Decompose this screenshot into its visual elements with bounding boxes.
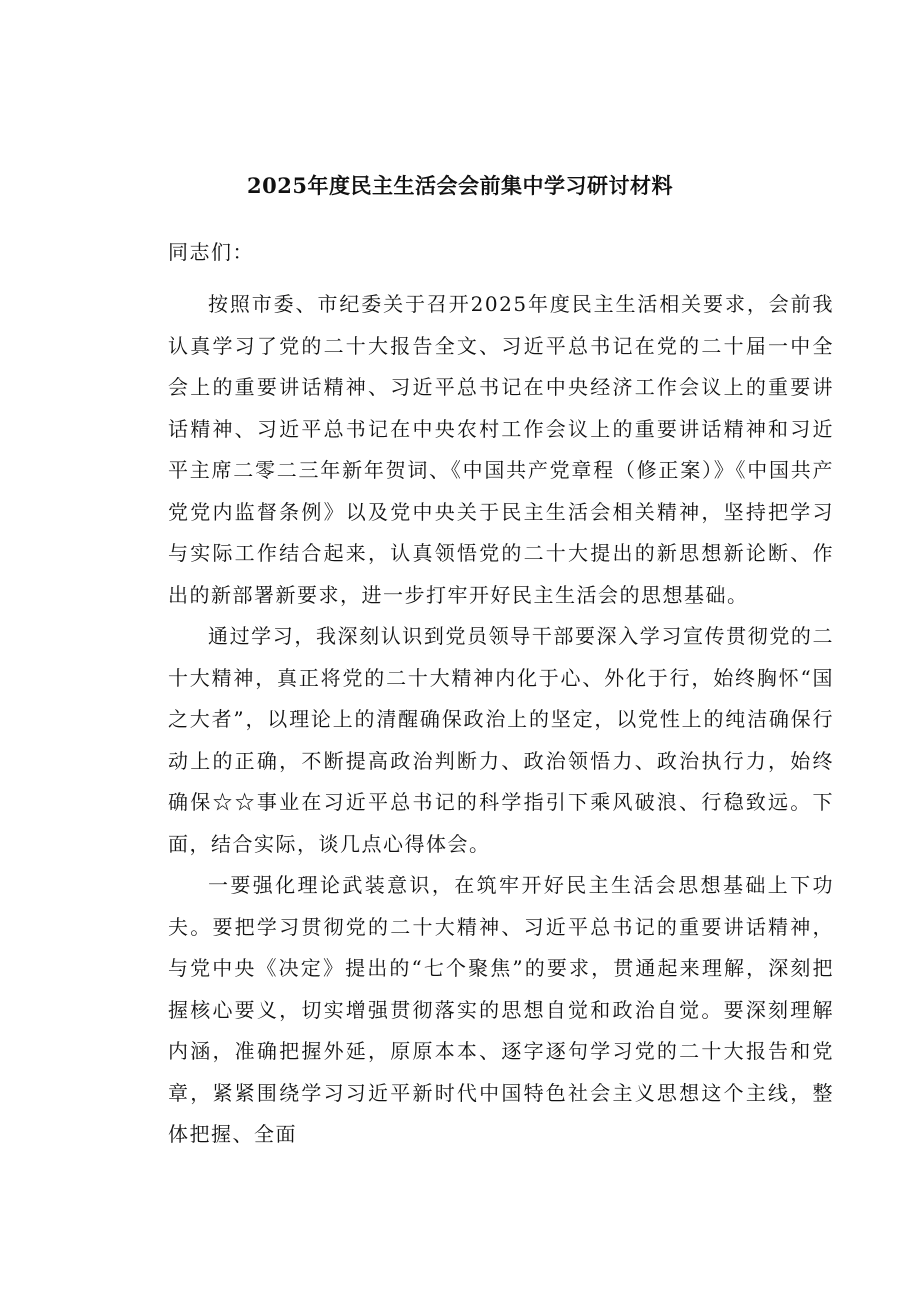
document-body	[168, 224, 834, 1156]
paragraph-1: 按照市委、市纪委关于召开2025年度民主生活相关要求，会前我认真学习了党的二十大报告全文、习近平总书记在党的二十届一中全会上的重要讲话精神、习近平总书记在中央经济工作会议上的重要讲话精神、习近平总书记在中央农村工作会议上的重要讲话精神和习近平主席二零二三年新年贺词、《中国共产党章程（修正案）》《中国共产党党内监督条例》以及党中央关于民主生活会相关精神，坚持把学习与实际工作结合起来，认真领悟党的二十大提出的新思想新论断、作出的新部署新要求，进一步打牢开好民主生活会的思想基础。	[168, 292, 834, 607]
document-title: 2025年度民主生活会会前集中学习研讨材料	[247, 173, 673, 198]
greeting: 同志们：	[168, 240, 254, 264]
paragraph-3: 一要强化理论武装意识，在筑牢开好民主生活会思想基础上下功夫。要把学习贯彻党的二十大精神、习近平总书记的重要讲话精神，与党中央《决定》提出的“七个聚焦”的要求，贯通起来理解，深刻把握核心要义，切实增强贯彻落实的思想自觉和政治自觉。要深刻理解内涵，准确把握外延，原原本本、逐字逐句学习党的二十大报告和党章，紧紧围绕学习习近平新时代中国特色社会主义思想这个主线，整体把握、全面	[168, 873, 834, 1146]
paragraph-2: 通过学习，我深刻认识到党员领导干部要深入学习宣传贯彻党的二十大精神，真正将党的二十大精神内化于心、外化于行，始终胸怀“国之大者”，以理论上的清醒确保政治上的坚定，以党性上的纯洁确保行动上的正确，不断提高政治判断力、政治领悟力、政治执行力，始终确保☆☆事业在习近平总书记的科学指引下乘风破浪、行稳致远。下面，结合实际，谈几点心得体会。	[168, 624, 834, 856]
